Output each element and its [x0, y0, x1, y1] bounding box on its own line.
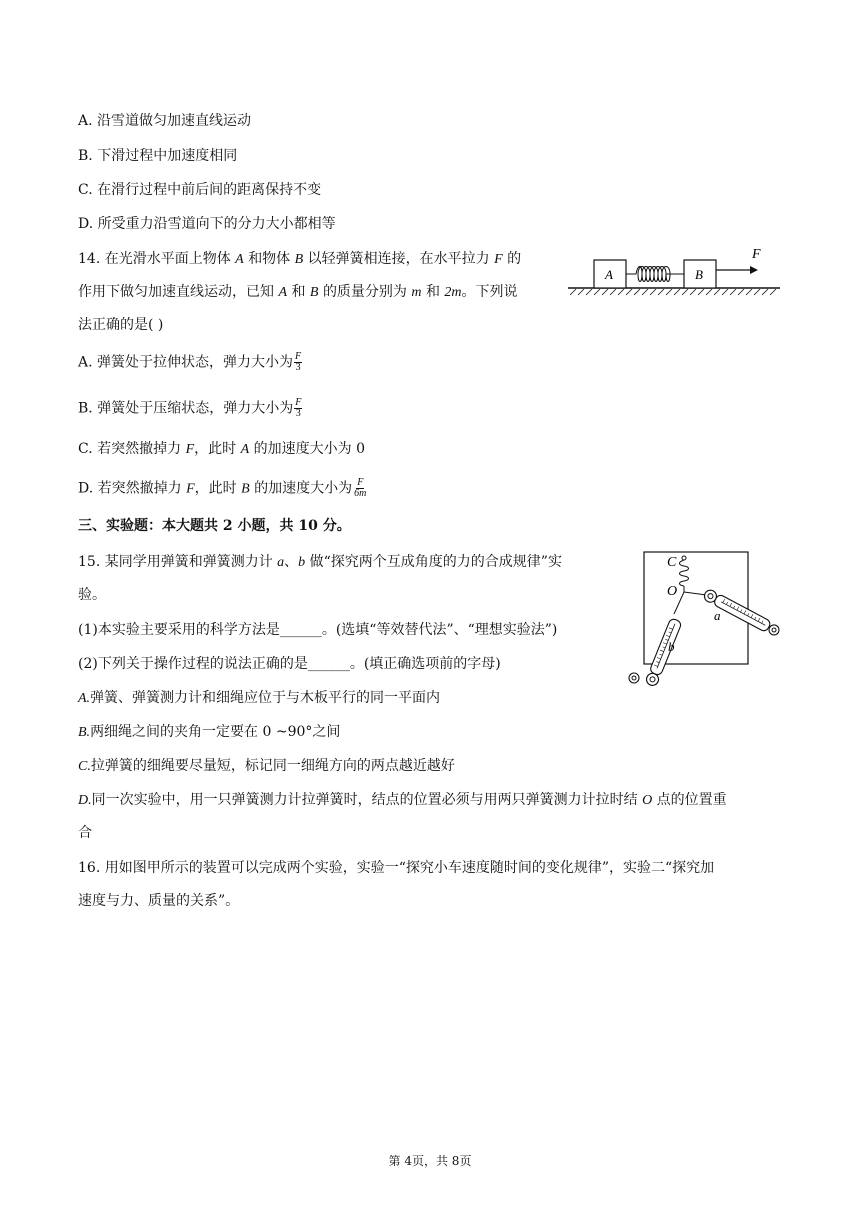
label-o: O [667, 584, 678, 599]
label-a: a [714, 608, 721, 623]
q13-option-d: D. 所受重力沿雪道向下的分力大小都相等 [78, 216, 336, 232]
q13-option-c: C. 在滑行过程中前后间的距离保持不变 [78, 182, 322, 198]
q14-stem-line3: 法正确的是( ) [78, 317, 164, 333]
q14-stem-line1: 14. 在光滑水平面上物体 A 和物体 B 以轻弹簧相连接，在水平拉力 F 的 [78, 251, 522, 267]
q14-option-b: B. 弹簧处于压缩状态，弹力大小为 $\frac{F}{3}$ [78, 397, 302, 419]
q15-stem-line1: 15. 某同学用弹簧和弹簧测力计 a、b 做“探究两个互成角度的力的合成规律”实 [78, 554, 562, 570]
fraction-f-over-6m: $\frac{F}{6m}$ [354, 477, 367, 499]
q16-stem-line1: 16. 用如图甲所示的装置可以完成两个实验，实验一“探究小车速度随时间的变化规律”，实验二“探究加 [78, 860, 715, 876]
q14-option-a: A. 弹簧处于拉伸状态，弹力大小为 $\frac{F}{3}$ [78, 351, 302, 373]
label-b: b [668, 639, 675, 654]
label-c: C [667, 555, 677, 570]
spring-balance-figure [624, 550, 794, 690]
force-label: F [752, 247, 761, 262]
q16-stem-line2: 速度与力、质量的关系”。 [78, 893, 240, 909]
section-heading: 三、实验题：本大题共 2 小题，共 10 分。 [78, 518, 351, 534]
q15-option-a: A.弹簧、弹簧测力计和细绳应位于与木板平行的同一平面内 [78, 690, 441, 706]
q13-option-b: B. 下滑过程中加速度相同 [78, 148, 238, 164]
fraction-f-over-3: $\frac{F}{3}$ [295, 397, 302, 419]
q15-option-c: C.拉弹簧的细绳要尽量短，标记同一细绳方向的两点越近越好 [78, 758, 455, 774]
spring [626, 267, 684, 282]
block-a-label: A [605, 267, 613, 282]
q15-part1: (1)本实验主要采用的科学方法是______。(选填“等效替代法”、“理想实验法”) [78, 622, 558, 638]
spring-blocks-figure [566, 242, 782, 296]
block-b-label: B [695, 267, 703, 282]
q15-option-d: D.同一次实验中，用一只弹簧测力计拉弹簧时，结点的位置必须与用两只弹簧测力计拉时结 O 点的位置重 [78, 792, 727, 808]
q15-part2: (2)下列关于操作过程的说法正确的是______。(填正确选项前的字母) [78, 656, 501, 672]
force-arrow-icon [750, 266, 758, 274]
q15-option-d-cont: 合 [78, 825, 92, 841]
q13-option-a: A. 沿雪道做匀加速直线运动 [78, 113, 252, 129]
q14-option-d: D. 若突然撤掉力 F，此时 B 的加速度大小为 $\frac{F}{6m}$ [78, 477, 367, 499]
fraction-f-over-3: $\frac{F}{3}$ [295, 351, 302, 373]
q15-option-b: B.两细绳之间的夹角一定要在 0 ~90°之间 [78, 724, 341, 740]
q14-option-c: C. 若突然撤掉力 F，此时 A 的加速度大小为 0 [78, 441, 365, 457]
page-footer: 第 4页，共 8页 [388, 1154, 472, 1168]
q15-stem-line2: 验。 [78, 587, 106, 603]
q14-stem-line2: 作用下做匀加速直线运动，已知 A 和 B 的质量分别为 m 和 2m。下列说 [78, 284, 518, 300]
